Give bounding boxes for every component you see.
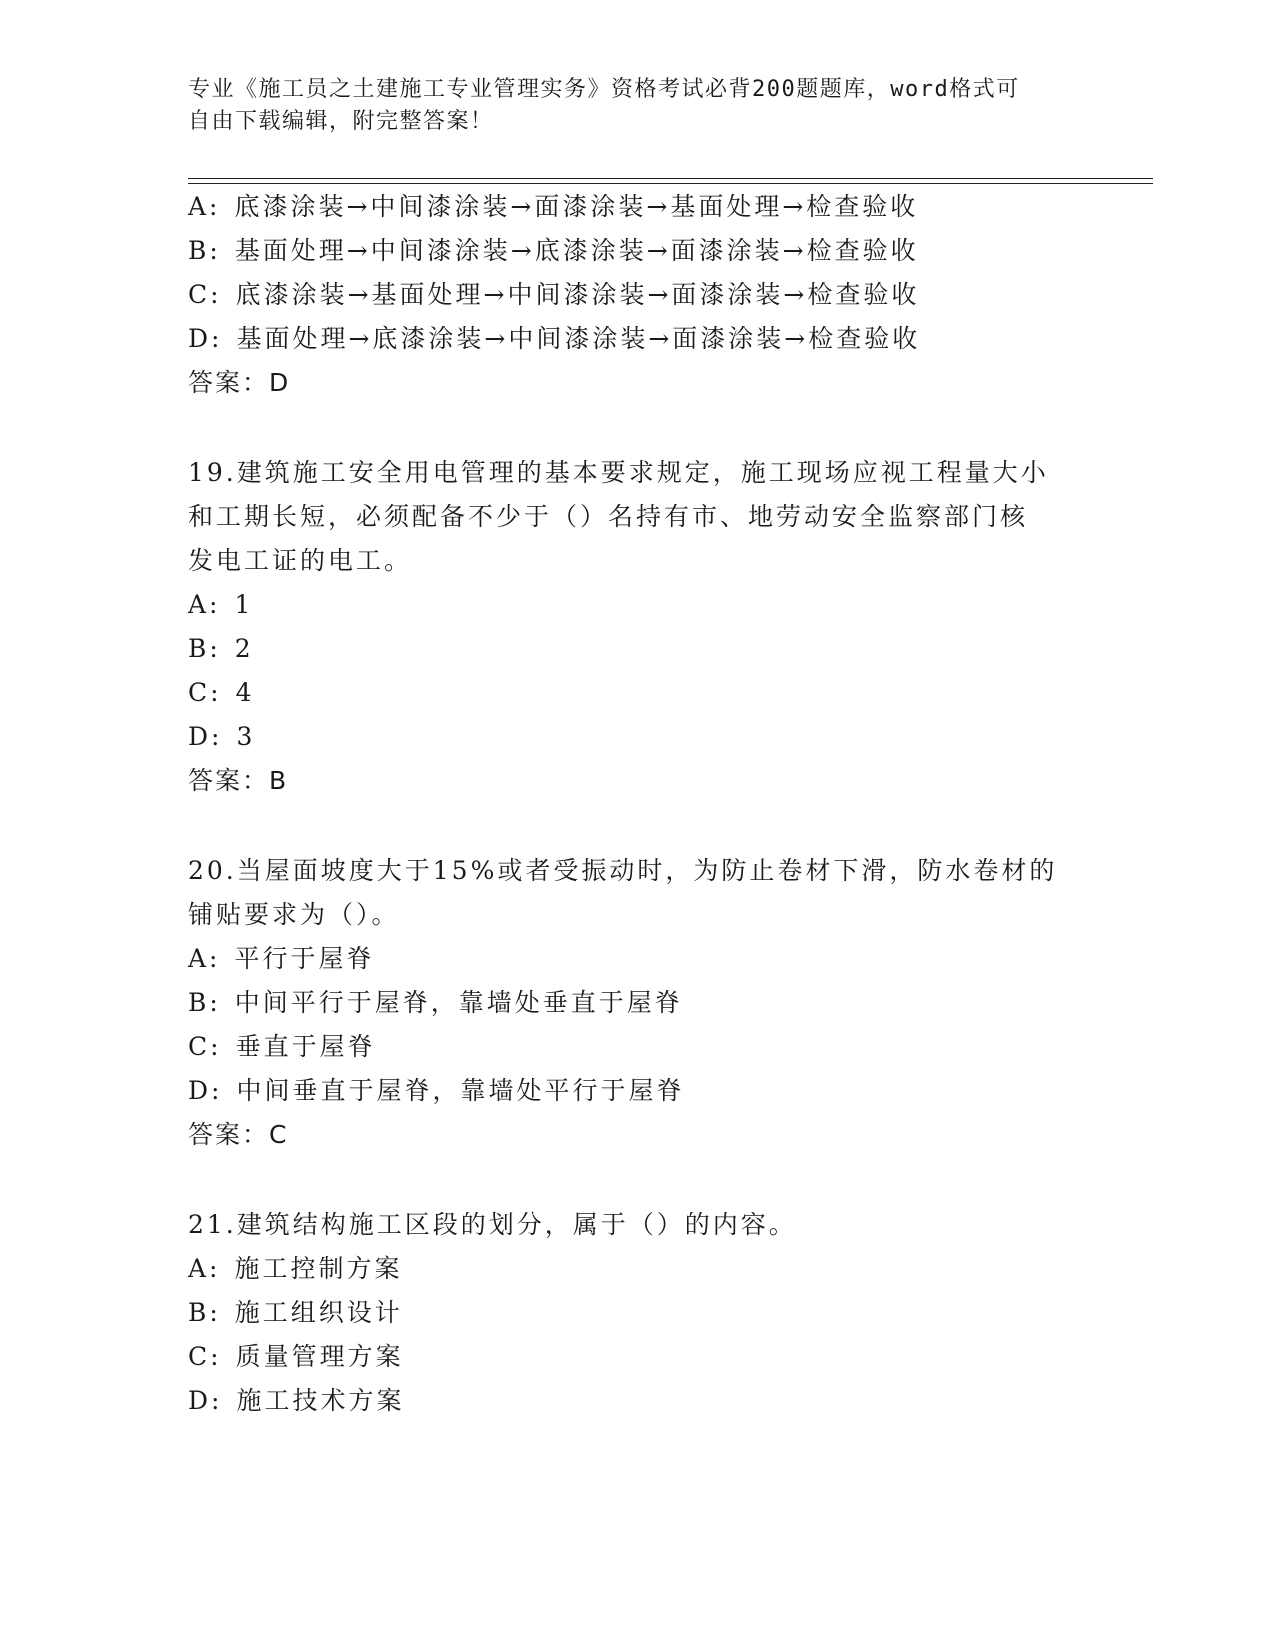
q20-stem-line-1: 20.当屋面坡度大于15%或者受振动时，为防止卷材下滑，防水卷材的 [188,856,1058,885]
q20-option-a: A: 平行于屋脊 [188,944,375,973]
q21-option-c: C: 质量管理方案 [188,1342,404,1371]
header-divider-top [188,178,1153,179]
q18-option-d: D: 基面处理→底漆涂装→中间漆涂装→面漆涂装→检查验收 [188,324,921,353]
q19-stem-line-3: 发电工证的电工。 [188,546,413,575]
q21-option-b: B: 施工组织设计 [188,1298,403,1327]
q18-answer: 答案：D [188,368,291,397]
q21-stem-line-1: 21.建筑结构施工区段的划分，属于（）的内容。 [188,1210,797,1239]
document-header [188,74,1068,138]
q21-option-a: A: 施工控制方案 [188,1254,403,1283]
q20-option-b: B: 中间平行于屋脊，靠墙处垂直于屋脊 [188,988,683,1017]
q19-stem-line-2: 和工期长短，必须配备不少于（）名持有市、地劳动安全监察部门核 [188,502,1029,531]
q19-stem-line-1: 19.建筑施工安全用电管理的基本要求规定，施工现场应视工程量大小 [188,458,1049,487]
q19-option-a: A: 1 [188,590,254,619]
q21-option-d: D: 施工技术方案 [188,1386,405,1415]
q20-stem-line-2: 铺贴要求为（）。 [188,900,400,929]
q18-option-b: B: 基面处理→中间漆涂装→底漆涂装→面漆涂装→检查验收 [188,236,919,265]
header-divider-bottom [188,183,1153,184]
header-line-2: 自由下载编辑，附完整答案！ [188,109,494,134]
q19-answer: 答案：B [188,766,289,795]
q20-answer: 答案：C [188,1120,289,1149]
q19-option-c: C: 4 [188,678,255,707]
q18-option-a: A: 底漆涂装→中间漆涂装→面漆涂装→基面处理→检查验收 [188,192,919,221]
header-line-1: 专业《施工员之土建施工专业管理实务》资格考试必背200题题库，word格式可 [188,77,1020,102]
q18-option-c: C: 底漆涂装→基面处理→中间漆涂装→面漆涂装→检查验收 [188,280,920,309]
q20-option-d: D: 中间垂直于屋脊，靠墙处平行于屋脊 [188,1076,685,1105]
q19-option-b: B: 2 [188,634,254,663]
q19-option-d: D: 3 [188,722,256,751]
q20-option-c: C: 垂直于屋脊 [188,1032,376,1061]
